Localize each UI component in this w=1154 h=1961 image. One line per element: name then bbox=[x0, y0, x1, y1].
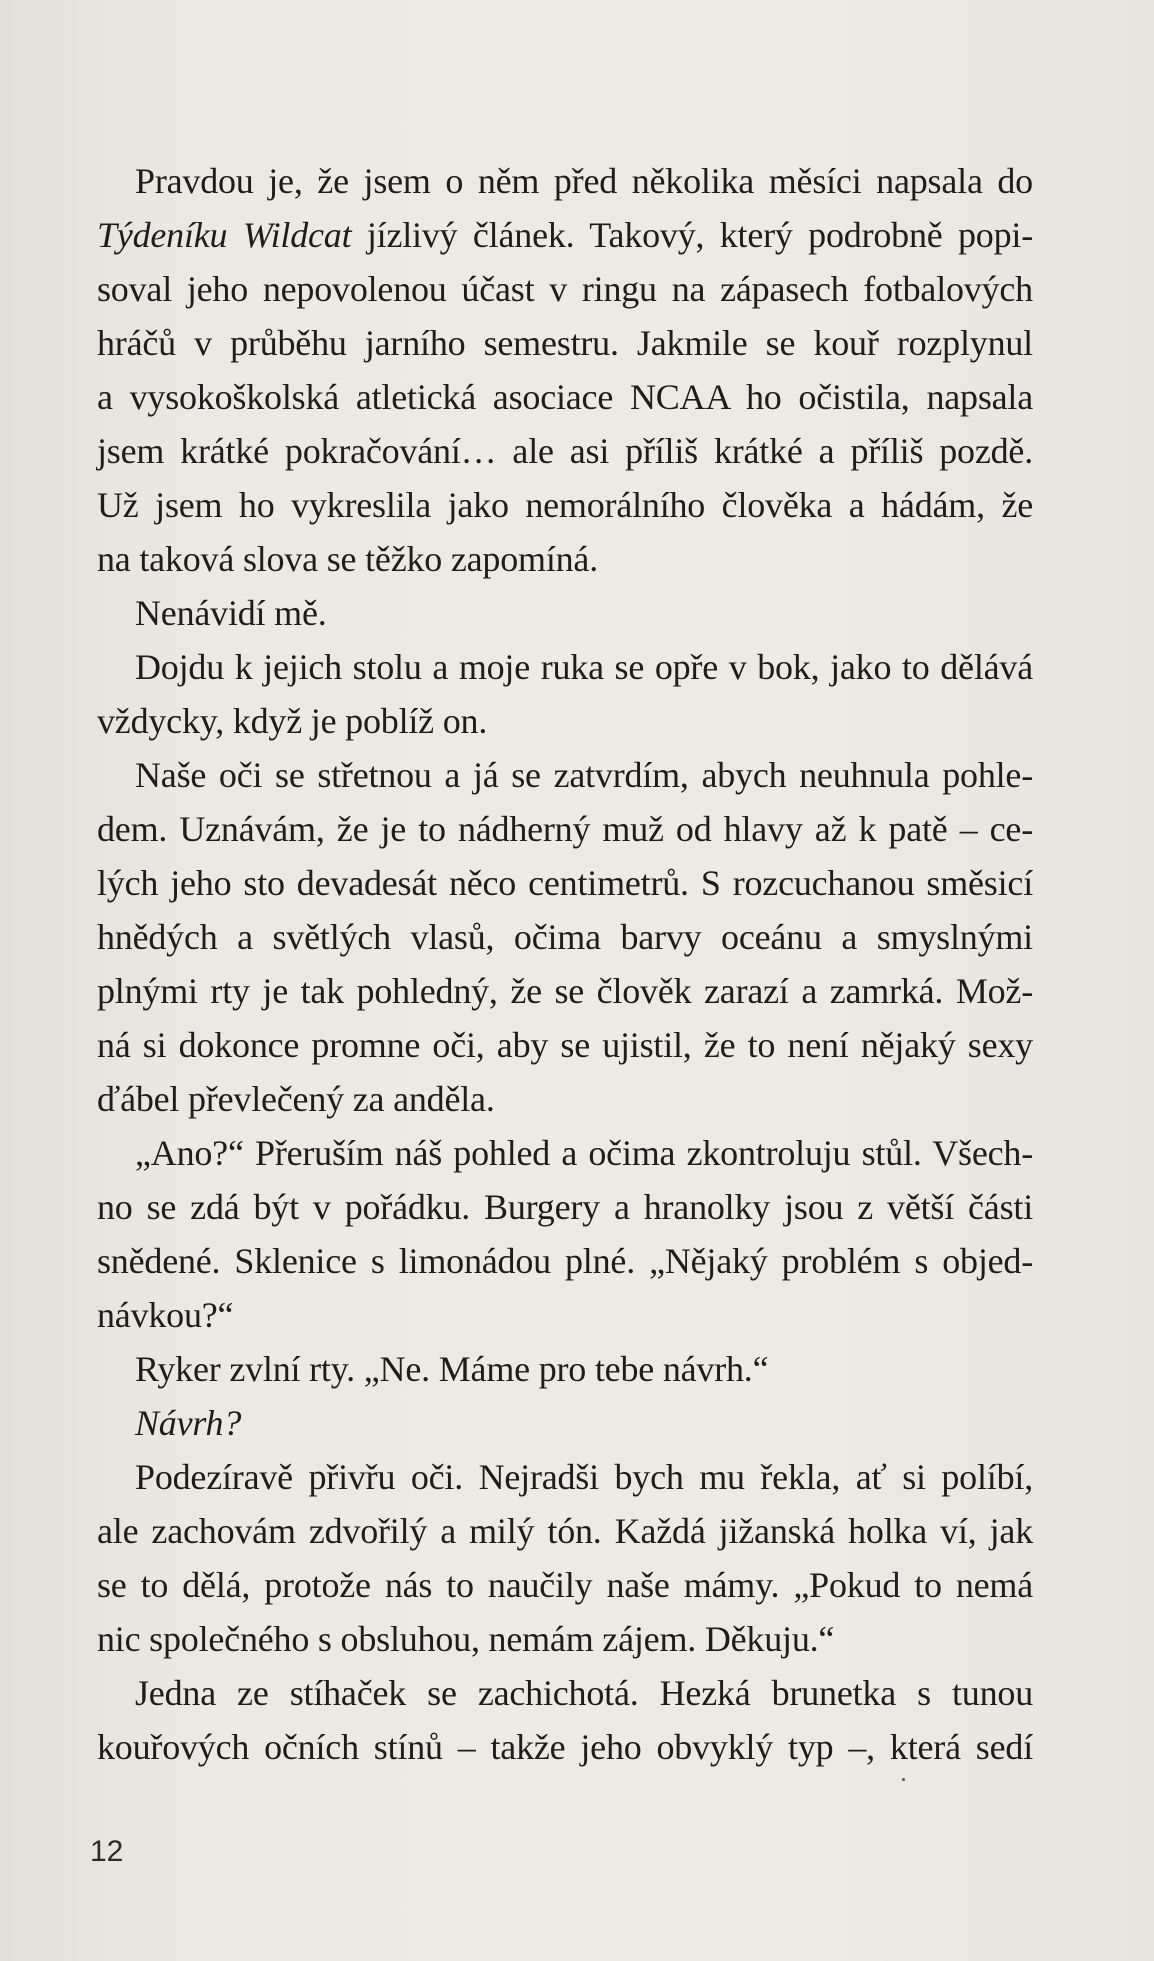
text-line bbox=[97, 424, 1033, 478]
line-text: „Ano?“ Přeruším náš pohled a očima zkontroluju stůl. Všech- bbox=[135, 1133, 1033, 1173]
text-line bbox=[97, 964, 1033, 1018]
text-line bbox=[97, 1018, 1033, 1072]
line-text: soval jeho nepovolenou účast v ringu na zápasech fotbalových bbox=[97, 269, 1033, 309]
line-text: hnědých a světlých vlasů, očima barvy oceánu a smyslnými bbox=[97, 917, 1033, 957]
text-line bbox=[97, 316, 1033, 370]
line-text: na taková slova se těžko zapomíná. bbox=[97, 539, 599, 579]
line-text: plnými rty je tak pohledný, že se člověk zarazí a zamrká. Mož- bbox=[97, 971, 1033, 1011]
italic-text: Týdeníku Wildcat bbox=[97, 215, 352, 255]
line-text: Naše oči se střetnou a já se zatvrdím, abych neuhnula pohle- bbox=[135, 755, 1033, 795]
line-text: ďábel převlečený za anděla. bbox=[97, 1079, 495, 1119]
text-line bbox=[97, 910, 1033, 964]
line-text: lých jeho sto devadesát něco centimetrů. S rozcuchanou směsicí bbox=[97, 863, 1033, 903]
line-text: ale zachovám zdvořilý a milý tón. Každá jižanská holka ví, jak bbox=[97, 1511, 1033, 1551]
text-line bbox=[97, 1720, 1033, 1774]
text-line bbox=[97, 208, 1033, 262]
line-text: jsem krátké pokračování… ale asi příliš krátké a příliš pozdě. bbox=[97, 431, 1033, 471]
line-text: a vysokoškolská atletická asociace NCAA ho očistila, napsala bbox=[97, 377, 1033, 417]
text-line bbox=[97, 1396, 1033, 1450]
line-text: Už jsem ho vykreslila jako nemorálního člověka a hádám, že bbox=[97, 485, 1033, 525]
text-line bbox=[97, 532, 1033, 586]
line-text: se to dělá, protože nás to naučily naše mámy. „Pokud to nemá bbox=[97, 1565, 1033, 1605]
line-text: Pravdou je, že jsem o něm před několika měsíci napsala do bbox=[135, 161, 1033, 201]
line-text: kouřových očních stínů – takže jeho obvyklý typ –, která sedí bbox=[97, 1727, 1033, 1767]
text-line bbox=[97, 1558, 1033, 1612]
line-text: Nenávidí mě. bbox=[135, 593, 327, 633]
text-line bbox=[97, 1612, 1033, 1666]
line-text: Podezíravě přivřu oči. Nejradši bych mu řekla, ať si políbí, bbox=[135, 1457, 1033, 1497]
text-line bbox=[97, 1180, 1033, 1234]
text-line bbox=[97, 1072, 1033, 1126]
italic-text: Návrh? bbox=[135, 1403, 242, 1443]
text-line bbox=[97, 478, 1033, 532]
line-text: vždycky, když je poblíž on. bbox=[97, 701, 488, 741]
text-line bbox=[97, 1288, 1033, 1342]
line-text: jízlivý článek. Takový, který podrobně popi- bbox=[351, 215, 1033, 255]
text-line bbox=[97, 1234, 1033, 1288]
text-line bbox=[97, 370, 1033, 424]
text-line bbox=[97, 694, 1033, 748]
text-line bbox=[97, 1126, 1033, 1180]
line-text: dem. Uznávám, že je to nádherný muž od hlavy až k patě – ce- bbox=[97, 809, 1033, 849]
text-line bbox=[97, 586, 1033, 640]
text-line bbox=[97, 856, 1033, 910]
line-text: no se zdá být v pořádku. Burgery a hranolky jsou z větší části bbox=[97, 1187, 1033, 1227]
line-text: snědené. Sklenice s limonádou plné. „Nějaký problém s objed- bbox=[97, 1241, 1033, 1281]
line-text: Ryker zvlní rty. „Ne. Máme pro tebe návrh.“ bbox=[135, 1349, 769, 1389]
line-text: hráčů v průběhu jarního semestru. Jakmile se kouř rozplynul bbox=[97, 323, 1033, 363]
text-line bbox=[97, 154, 1033, 208]
text-line bbox=[97, 748, 1033, 802]
line-text: Dojdu k jejich stolu a moje ruka se opře v bok, jako to dělává bbox=[135, 647, 1033, 687]
line-text: návkou?“ bbox=[97, 1295, 234, 1335]
page-number: 12 bbox=[90, 1835, 124, 1868]
text-line bbox=[97, 1342, 1033, 1396]
text-line bbox=[97, 802, 1033, 856]
body-text bbox=[97, 154, 1033, 1774]
line-text: Jedna ze stíhaček se zachichotá. Hezká brunetka s tunou bbox=[135, 1673, 1033, 1713]
text-line bbox=[97, 1450, 1033, 1504]
line-text: nic společného s obsluhou, nemám zájem. Děkuju.“ bbox=[97, 1619, 835, 1659]
text-line bbox=[97, 640, 1033, 694]
paper-speck bbox=[902, 1778, 905, 1781]
text-line bbox=[97, 1666, 1033, 1720]
text-line bbox=[97, 1504, 1033, 1558]
text-line bbox=[97, 262, 1033, 316]
line-text: ná si dokonce promne oči, aby se ujistil, že to není nějaký sexy bbox=[97, 1025, 1033, 1065]
